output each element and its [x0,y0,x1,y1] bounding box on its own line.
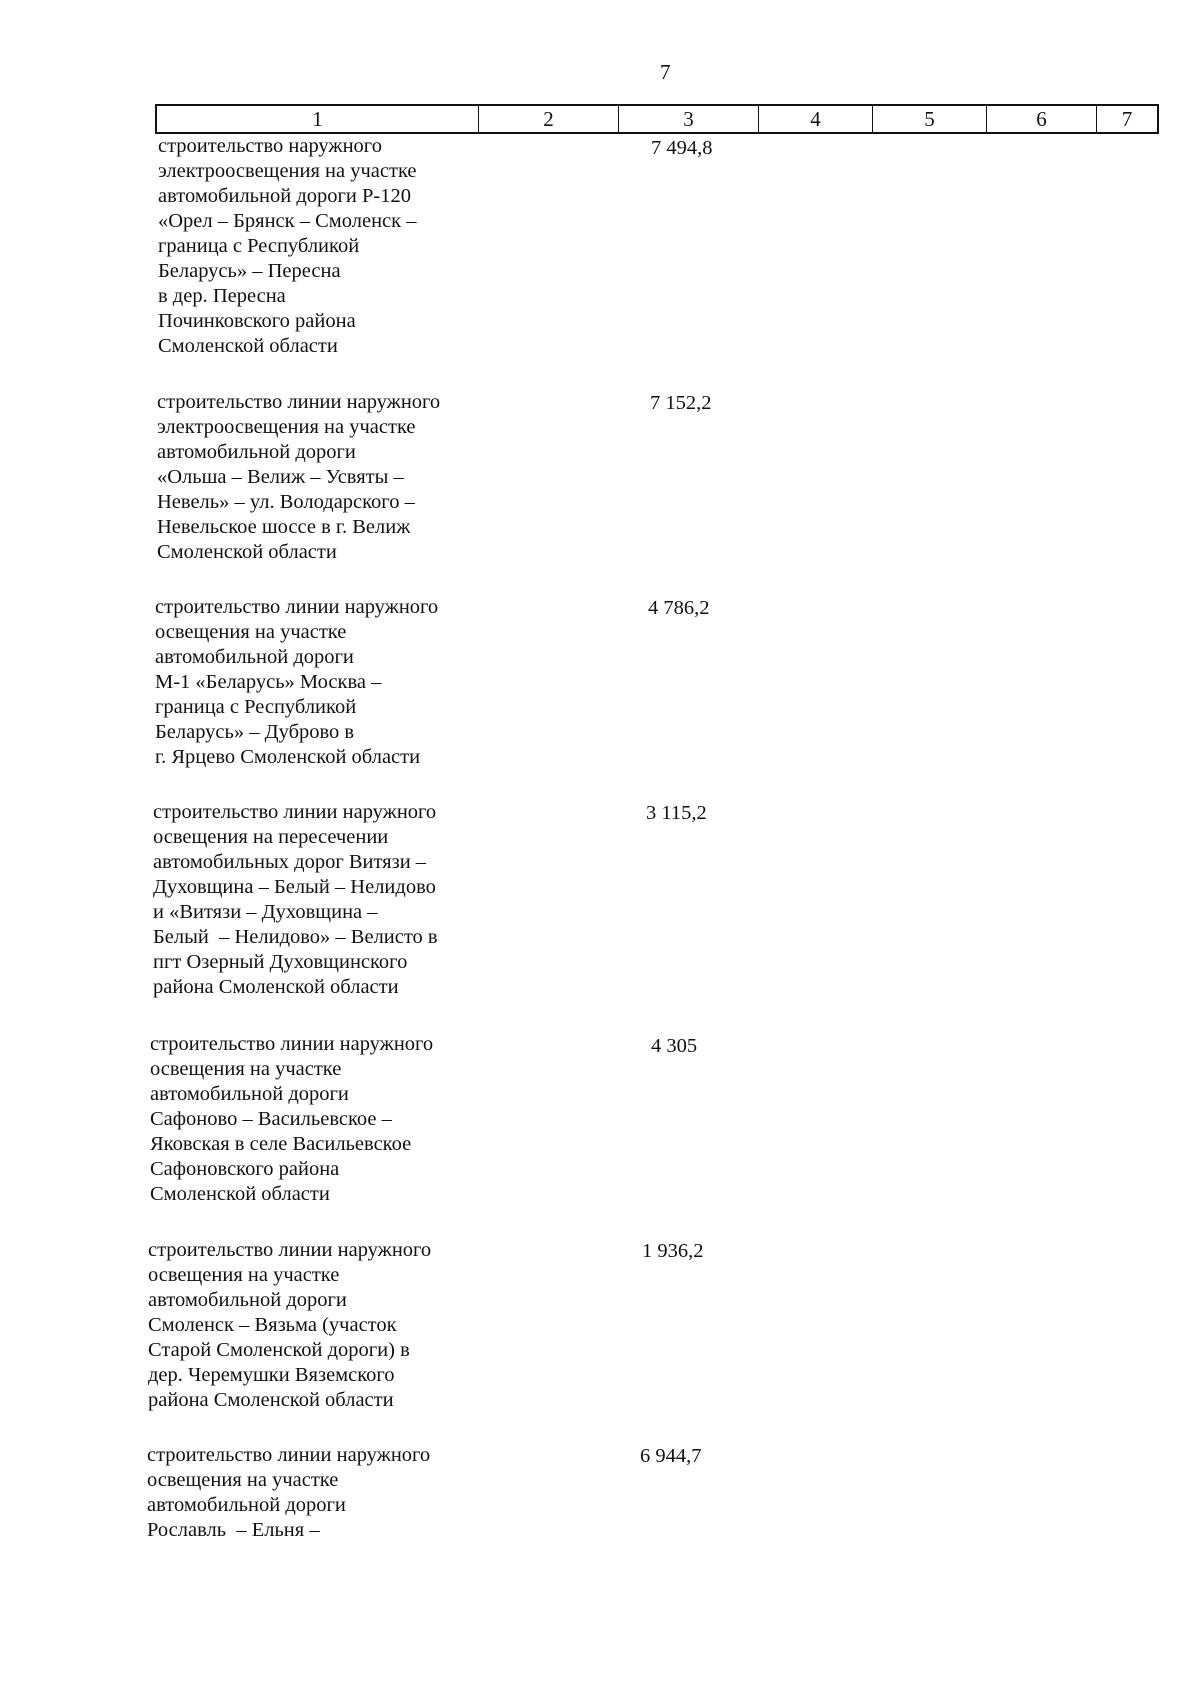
column-header-7: 7 [1121,107,1133,131]
entry-description: строительство линии наружного освещения на участке автомобильной дороги М-1 «Беларусь» Москва – граница с Республикой Беларусь» – Дуброво в г. Ярцево Смоленской области [155,596,439,768]
column-header-1: 1 [157,106,479,132]
column-header-2: 2 [479,106,619,132]
page-number: 7 [660,60,671,84]
entry-amount: 4 786,2 [648,597,710,619]
entry-amount: 4 305 [651,1035,698,1057]
entry-description: строительство линии наружного освещения на пересечении автомобильных дорог Витязи – Духовщина – Белый – Нелидово и «Витязи – Духовщина – Белый – Нелидово» – Велисто в пгт Озерный Духовщинского района Смоленской области [153,801,438,998]
entry-amount: 7 152,2 [650,392,712,414]
entry-amount: 7 494,8 [651,137,713,159]
entry-amount: 6 944,7 [640,1445,702,1467]
column-header-6: 6 [987,106,1097,132]
entry-description: строительство линии наружного электроосвещения на участке автомобильной дороги «Ольша – Велиж – Усвяты – Невель» – ул. Володарского – Невельское шоссе в г. Велиж Смоленской области [157,391,441,563]
entry-description: строительство линии наружного освещения на участке автомобильной дороги Смоленск – Вязьма (участок Старой Смоленской дороги) в дер. Черемушки Вяземского района Смоленской области [148,1239,432,1411]
column-header-5: 5 [873,106,987,132]
column-header-3: 3 [619,106,759,132]
entry-description: строительство наружного электроосвещения на участке автомобильной дороги Р-120 «Орел – Брянск – Смоленск – граница с Республикой Беларусь» – Пересна в дер. Пересна Починковского района Смоленской области [158,135,417,357]
column-header-4: 4 [759,106,873,132]
column-header-row [155,104,1159,134]
entry-amount: 3 115,2 [646,802,707,824]
entry-description: строительство линии наружного освещения на участке автомобильной дороги Рославль – Ельня – [147,1444,431,1541]
entry-amount: 1 936,2 [642,1240,704,1262]
entry-description: строительство линии наружного освещения на участке автомобильной дороги Сафоново – Васильевское – Яковская в селе Васильевское Сафоновского района Смоленской области [150,1033,434,1205]
